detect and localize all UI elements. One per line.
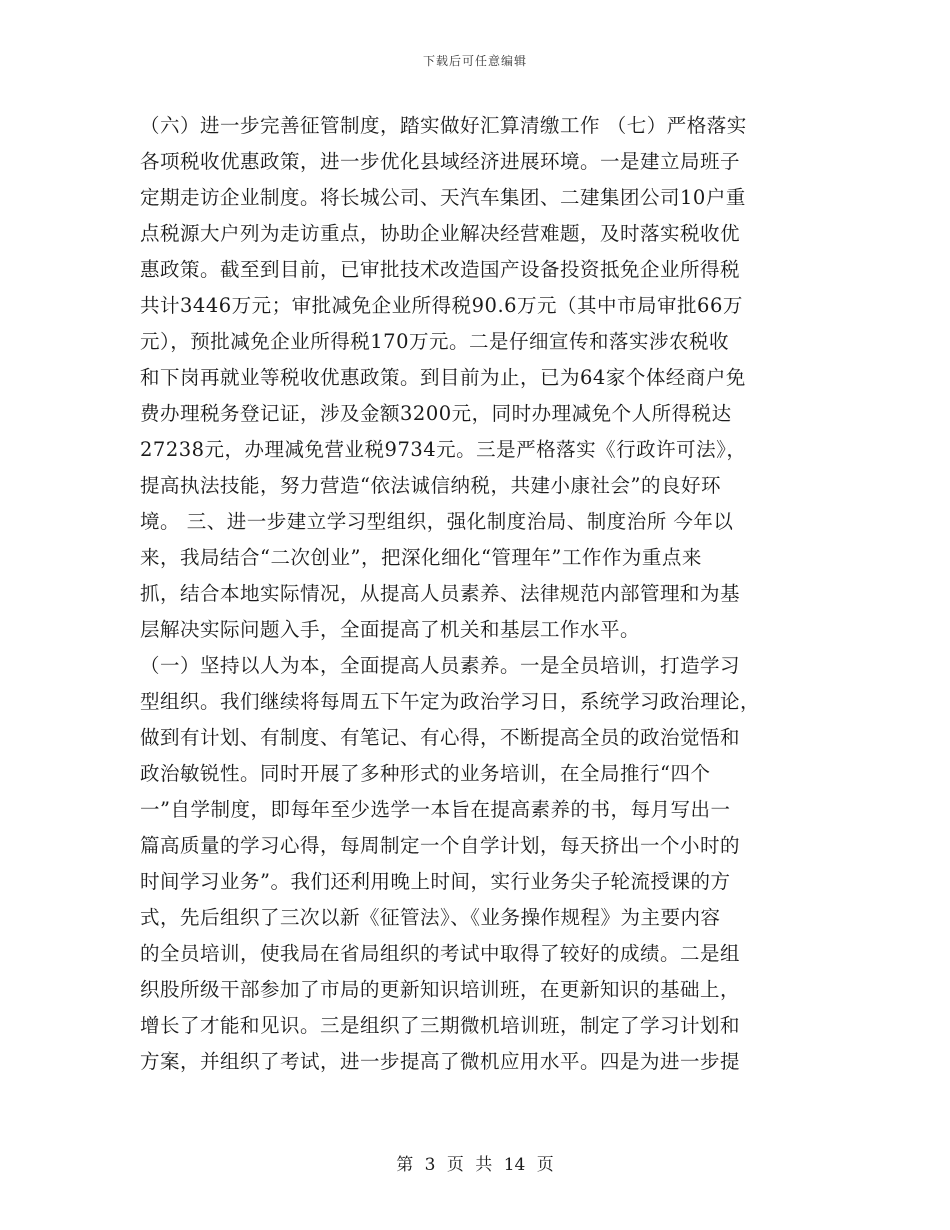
text-line: 惠政策。截至到目前，已审批技术改造国产设备投资抵免企业所得税 bbox=[140, 258, 741, 281]
text-line: 共计3446万元；审批减免企业所得税90.6万元（其中市局审批66万 bbox=[140, 294, 743, 317]
text-line: 元），预批减免企业所得税170万元。二是仔细宣传和落实涉农税收 bbox=[140, 330, 729, 353]
text-line: 增长了才能和见识。三是组织了三期微机培训班，制定了学习计划和 bbox=[140, 1014, 741, 1037]
text-line: 政治敏锐性。同时开展了多种形式的业务培训，在全局推行“四个 bbox=[140, 762, 711, 785]
text-line: 27238元，办理减免营业税9734元。三是严格落实《行政许可法》， bbox=[140, 438, 747, 461]
header-note: 下载后可任意编辑 bbox=[422, 54, 527, 68]
text-line: 时间学习业务”。我们还利用晚上时间，实行业务尖子轮流授课的方 bbox=[140, 870, 731, 893]
text-line: （一）坚持以人为本，全面提高人员素养。一是全员培训，打造学习 bbox=[140, 654, 741, 677]
text-line: 来，我局结合“二次创业”，把深化细化“管理年”工作作为重点来 bbox=[140, 546, 702, 569]
text-line: 点税源大户列为走访重点，协助企业解决经营难题，及时落实税收优 bbox=[140, 222, 741, 245]
text-line: 式，先后组织了三次以新《征管法》、《业务操作规程》为主要内容 bbox=[140, 906, 721, 929]
text-line: 各项税收优惠政策，进一步优化县域经济进展环境。一是建立局班子 bbox=[140, 150, 741, 173]
text-line: 层解决实际问题入手，全面提高了机关和基层工作水平。 bbox=[140, 618, 641, 641]
text-line: （六）进一步完善征管制度，踏实做好汇算清缴工作 （七）严格落实 bbox=[140, 114, 747, 137]
text-line: 提高执法技能，努力营造“依法诚信纳税，共建小康社会”的良好环 bbox=[140, 474, 721, 497]
text-line: 做到有计划、有制度、有笔记、有心得，不断提高全员的政治觉悟和 bbox=[140, 726, 741, 749]
text-line: 型组织。我们继续将每周五下午定为政治学习日，系统学习政治理论， bbox=[140, 690, 761, 713]
text-line: 篇高质量的学习心得，每周制定一个自学计划，每天挤出一个小时的 bbox=[140, 834, 741, 857]
page-number-footer: 第 3 页 共 14 页 bbox=[396, 1155, 554, 1175]
text-line: 织股所级干部参加了市局的更新知识培训班，在更新知识的基础上， bbox=[140, 978, 741, 1001]
text-line: 和下岗再就业等税收优惠政策。到目前为止，已为64家个体经商户免 bbox=[140, 366, 746, 389]
body-text bbox=[140, 108, 810, 1080]
text-line: 的全员培训，使我局在省局组织的考试中取得了较好的成绩。二是组 bbox=[140, 942, 741, 965]
text-line: 抓，结合本地实际情况，从提高人员素养、法律规范内部管理和为基 bbox=[140, 582, 741, 605]
text-line: 费办理税务登记证，涉及金额3200元，同时办理减免个人所得税达 bbox=[140, 402, 732, 425]
text-line: 方案，并组织了考试，进一步提高了微机应用水平。四是为进一步提 bbox=[140, 1050, 741, 1073]
text-line: 定期走访企业制度。将长城公司、天汽车集团、二建集团公司10户重 bbox=[140, 186, 746, 209]
text-line: 境。 三、进一步建立学习型组织，强化制度治局、制度治所 今年以 bbox=[140, 510, 734, 533]
text-line: 一”自学制度，即每年至少选学一本旨在提高素养的书，每月写出一 bbox=[140, 798, 731, 821]
